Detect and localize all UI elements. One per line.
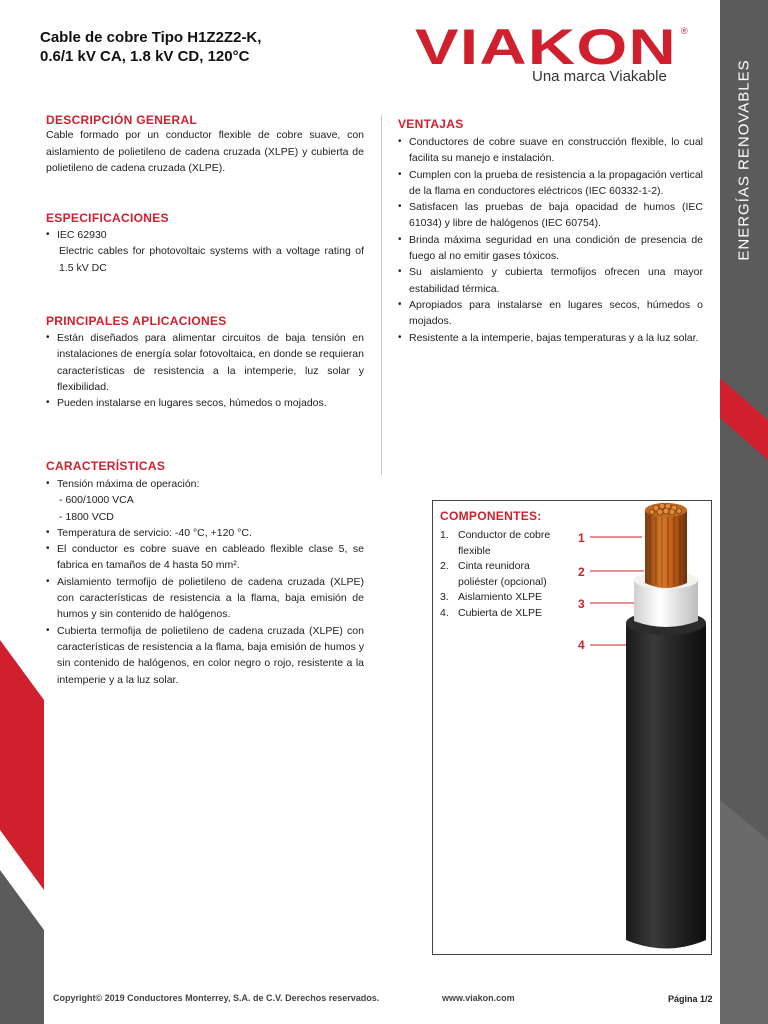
svg-text:VIAKON: VIAKON [415,20,677,75]
list-item: • Aislamiento termofijo de polietileno de cadena cruzada (XLPE) con características de resistencia a la flama, baja emisión de humos y sin contenido de halógenos. [46,574,364,623]
callout-3: 3 [578,597,585,611]
voltage-label: Tensión máxima de operación: [57,478,200,490]
component-item: 1. Conductor de cobre flexible [440,529,551,557]
list-item [46,476,364,525]
side-banner-label-box [720,0,768,330]
component-item: 4. Cubierta de XLPE [440,606,543,619]
list-item: • Brinda máxima seguridad en una condición de presencia de fuego al no emitir gases tóxicos. [398,232,703,265]
list-item: • Temperatura de servicio: -40 °C, +120 °C. [46,525,364,541]
descripcion-text: Cable formado por un conductor flexible de cobre suave, con aislamiento de polietileno de cadena cruzada (XLPE) y cubierta de polietileno de cadena cruzada (XLPE). [46,129,364,174]
section-descripcion [46,113,364,177]
brand-tagline: Una marca Viakable [532,68,667,85]
voltage-ac: - 600/1000 VCA [59,494,134,507]
list-item [46,227,364,276]
descripcion-title: DESCRIPCIÓN GENERAL [46,113,198,127]
cable-cross-section-illustration [590,495,720,955]
voltage-dc: - 1800 VCD [59,510,114,523]
section-especificaciones [46,211,364,276]
footer-copyright: Copyright© 2019 Conductores Monterrey, S.A. de C.V. Derechos reservados. [53,993,380,1003]
components-list [440,528,570,621]
list-item: • Resistente a la intemperie, bajas temperaturas y a la luz solar. [398,330,703,346]
aplicaciones-title: PRINCIPALES APLICACIONES [46,314,227,328]
title-line-1: Cable de cobre Tipo H1Z2Z2-K, [40,29,262,46]
list-item: • Satisfacen las pruebas de baja opacidad de humos (IEC 61034) y libre de halógenos (IEC 60754). [398,199,703,232]
especificaciones-title: ESPECIFICACIONES [46,211,169,225]
list-item: • Apropiados para instalarse en lugares secos, húmedos o mojados. [398,297,703,330]
list-item: • Cumplen con la prueba de resistencia a la propagación vertical de la flama en conductores eléctricos (IEC 60332-1-2). [398,167,703,200]
column-divider [381,115,382,475]
list-item: • Están diseñados para alimentar circuitos de baja tensión en instalaciones de energía solar fotovoltaica, en donde se requieran características de resistencia a la intemperie, luz solar y flexibilidad. [46,330,364,395]
left-decorative-stripe [0,640,44,1024]
list-item: • Cubierta termofija de polietileno de cadena cruzada (XLPE) con características de resistencia a la flama, baja emisión de humos y sin contenido de halógenos, en color negro o rojo, resistente a la intemperie y a la luz solar. [46,623,364,688]
list-item: • El conductor es cobre suave en cableado flexible clase 5, se fabrica en tamaños de 4 hasta 50 mm². [46,541,364,574]
spec-standard-desc: Electric cables for photovoltaic systems with a voltage rating of 1.5 kV DC [59,245,364,274]
callout-4: 4 [578,638,585,652]
caracteristicas-title: CARACTERÍSTICAS [46,459,166,473]
list-item: • Su aislamiento y cubierta termofijos ofrecen una mayor estabilidad térmica. [398,264,703,297]
ventajas-title: VENTAJAS [398,117,464,131]
section-ventajas [398,117,703,346]
list-item: • Pueden instalarse en lugares secos, húmedos o mojados. [46,395,364,411]
side-banner-label: ENERGÍAS RENOVABLES [735,59,753,261]
footer-website[interactable]: www.viakon.com [442,993,515,1003]
footer-page-number: Página 1/2 [668,994,713,1004]
callout-2: 2 [578,565,585,579]
section-aplicaciones [46,314,364,411]
svg-text:®: ® [681,26,688,36]
spec-standard: IEC 62930 [57,229,107,241]
list-item: • Conductores de cobre suave en construcción flexible, lo cual facilita su manejo e instalación. [398,134,703,167]
document-title [40,28,370,66]
componentes-title: COMPONENTES: [440,509,542,523]
title-line-2: 0.6/1 kV CA, 1.8 kV CD, 120°C [40,48,250,65]
component-item: 2. Cinta reunidora poliéster (opcional) [440,560,547,588]
callout-1: 1 [578,531,585,545]
component-item: 3. Aislamiento XLPE [440,591,543,603]
section-caracteristicas [46,459,364,688]
